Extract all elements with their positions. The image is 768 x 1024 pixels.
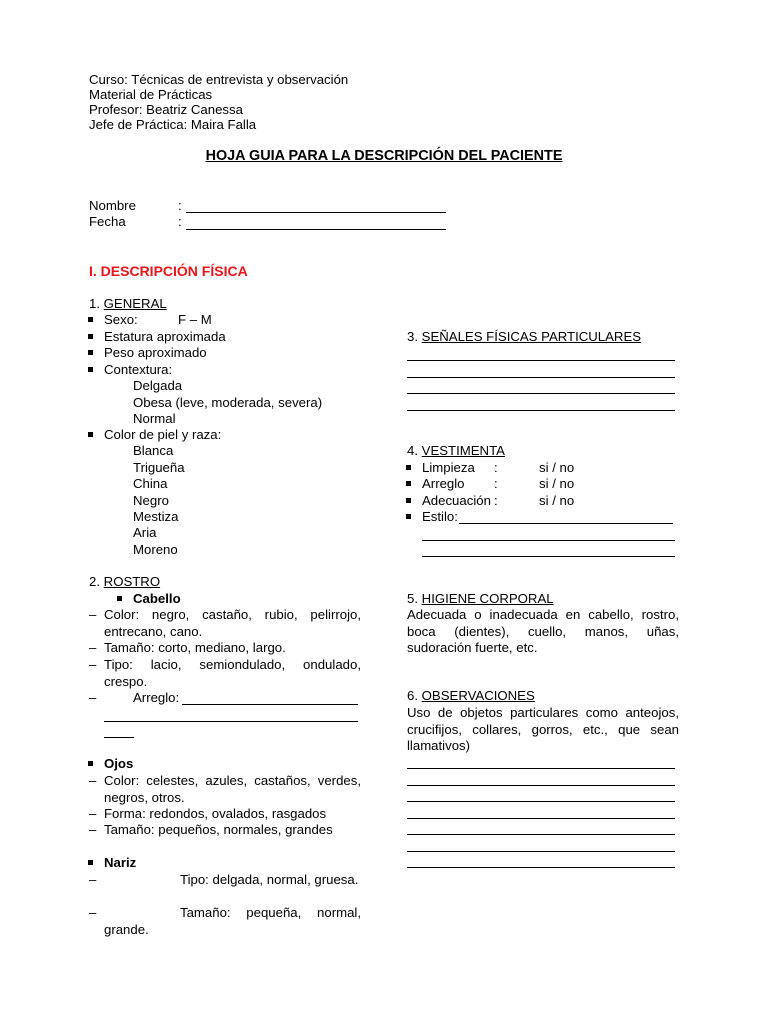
- hygiene-text: Adecuada o inadecuada en cabello, rostro, boca (dientes), cuello, manos, uñas, sudoración fuerte, etc.: [407, 607, 679, 655]
- skin-option: Moreno: [133, 542, 178, 557]
- clothing-item-value: si / no: [539, 460, 575, 475]
- hygiene-heading: 5. HIGIENE CORPORAL: [407, 591, 554, 606]
- skin-option: Aria: [133, 525, 157, 540]
- height-item: Estatura aproximada: [104, 329, 226, 344]
- date-colon: :: [178, 214, 182, 229]
- name-label: Nombre: [89, 198, 136, 213]
- clothing-item-colon: :: [494, 493, 498, 508]
- clothing-item-colon: :: [494, 476, 498, 491]
- eyes-shape: Forma: redondos, ovalados, rasgados: [104, 806, 327, 821]
- date-field[interactable]: [186, 229, 446, 230]
- dash-mark: –: [89, 905, 97, 920]
- skin-option: Negro: [133, 493, 169, 508]
- page-title: HOJA GUIA PARA LA DESCRIPCIÓN DEL PACIENTE: [205, 148, 563, 164]
- marks-line[interactable]: [407, 410, 675, 411]
- build-option: Normal: [133, 411, 176, 426]
- hair-title: Cabello: [133, 591, 181, 606]
- dash-mark: –: [89, 640, 97, 655]
- hair-style-field-2[interactable]: [104, 721, 358, 722]
- skin-option: China: [133, 476, 168, 491]
- eyes-title: Ojos: [104, 756, 134, 771]
- name-colon: :: [178, 198, 182, 213]
- course-line: Curso: Técnicas de entrevista y observación: [89, 72, 349, 87]
- skin-item: Color de piel y raza:: [104, 427, 222, 442]
- dash-mark: –: [89, 657, 97, 672]
- build-option: Obesa (leve, moderada, severa): [133, 395, 323, 410]
- nose-size: Tamaño: pequeña, normal, grande.: [104, 905, 361, 937]
- clothing-item-value: si / no: [539, 493, 575, 508]
- clothing-style-field[interactable]: [459, 523, 673, 524]
- name-field[interactable]: [186, 212, 446, 213]
- observations-line[interactable]: [407, 768, 675, 769]
- hair-color: Color: negro, castaño, rubio, pelirrojo, entrecano, cano.: [104, 607, 361, 639]
- material-line: Material de Prácticas: [89, 87, 213, 102]
- observations-text: Uso de objetos particulares como anteojos, crucifijos, collares, gorros, etc., que sean llamativos): [407, 705, 679, 753]
- sex-item: Sexo:: [104, 312, 138, 327]
- face-heading: 2. ROSTRO: [89, 574, 161, 589]
- clothing-item-label: Limpieza: [422, 460, 475, 475]
- clothing-item-label: Arreglo: [422, 476, 465, 491]
- clothing-item-colon: :: [494, 460, 498, 475]
- chief-line: Jefe de Práctica: Maira Falla: [89, 117, 257, 132]
- marks-line[interactable]: [407, 377, 675, 378]
- dash-mark: –: [89, 690, 97, 705]
- skin-option: Trigueña: [133, 460, 185, 475]
- hair-style-label: Arreglo:: [133, 690, 180, 705]
- hair-size: Tamaño: corto, mediano, largo.: [104, 640, 286, 655]
- clothing-style-field-3[interactable]: [422, 556, 675, 557]
- observations-line[interactable]: [407, 801, 675, 802]
- observations-line[interactable]: [407, 834, 675, 835]
- marks-line[interactable]: [407, 360, 675, 361]
- dash-mark: –: [89, 822, 97, 837]
- marks-heading: 3. SEÑALES FÍSICAS PARTICULARES: [407, 329, 642, 344]
- weight-item: Peso aproximado: [104, 345, 207, 360]
- dash-mark: –: [89, 773, 97, 788]
- dash-mark: –: [89, 607, 97, 622]
- build-option: Delgada: [133, 378, 183, 393]
- observations-line[interactable]: [407, 851, 675, 852]
- eyes-color: Color: celestes, azules, castaños, verdes, negros, otros.: [104, 773, 361, 805]
- clothing-style-label: Estilo:: [422, 509, 458, 524]
- hair-style-field-3[interactable]: [104, 737, 134, 738]
- sex-value: F – M: [178, 312, 212, 327]
- observations-line[interactable]: [407, 867, 675, 868]
- general-heading: 1. GENERAL: [89, 296, 167, 311]
- clothing-item-label: Adecuación: [422, 493, 491, 508]
- hair-style-field[interactable]: [182, 704, 358, 705]
- build-item: Contextura:: [104, 362, 173, 377]
- clothing-item-value: si / no: [539, 476, 575, 491]
- nose-title: Nariz: [104, 855, 137, 870]
- eyes-size: Tamaño: pequeños, normales, grandes: [104, 822, 333, 837]
- hair-type: Tipo: lacio, semiondulado, ondulado, crespo.: [104, 657, 361, 689]
- observations-heading: 6. OBSERVACIONES: [407, 688, 535, 703]
- nose-type: Tipo: delgada, normal, gruesa.: [180, 872, 359, 887]
- dash-mark: –: [89, 872, 97, 887]
- clothing-style-field-2[interactable]: [422, 540, 675, 541]
- section-heading: I. DESCRIPCIÓN FÍSICA: [89, 263, 248, 279]
- date-label: Fecha: [89, 214, 126, 229]
- clothing-heading: 4. VESTIMENTA: [407, 443, 505, 458]
- skin-option: Mestiza: [133, 509, 179, 524]
- observations-line[interactable]: [407, 785, 675, 786]
- skin-option: Blanca: [133, 443, 174, 458]
- professor-line: Profesor: Beatriz Canessa: [89, 102, 243, 117]
- dash-mark: –: [89, 806, 97, 821]
- observations-line[interactable]: [407, 818, 675, 819]
- marks-line[interactable]: [407, 393, 675, 394]
